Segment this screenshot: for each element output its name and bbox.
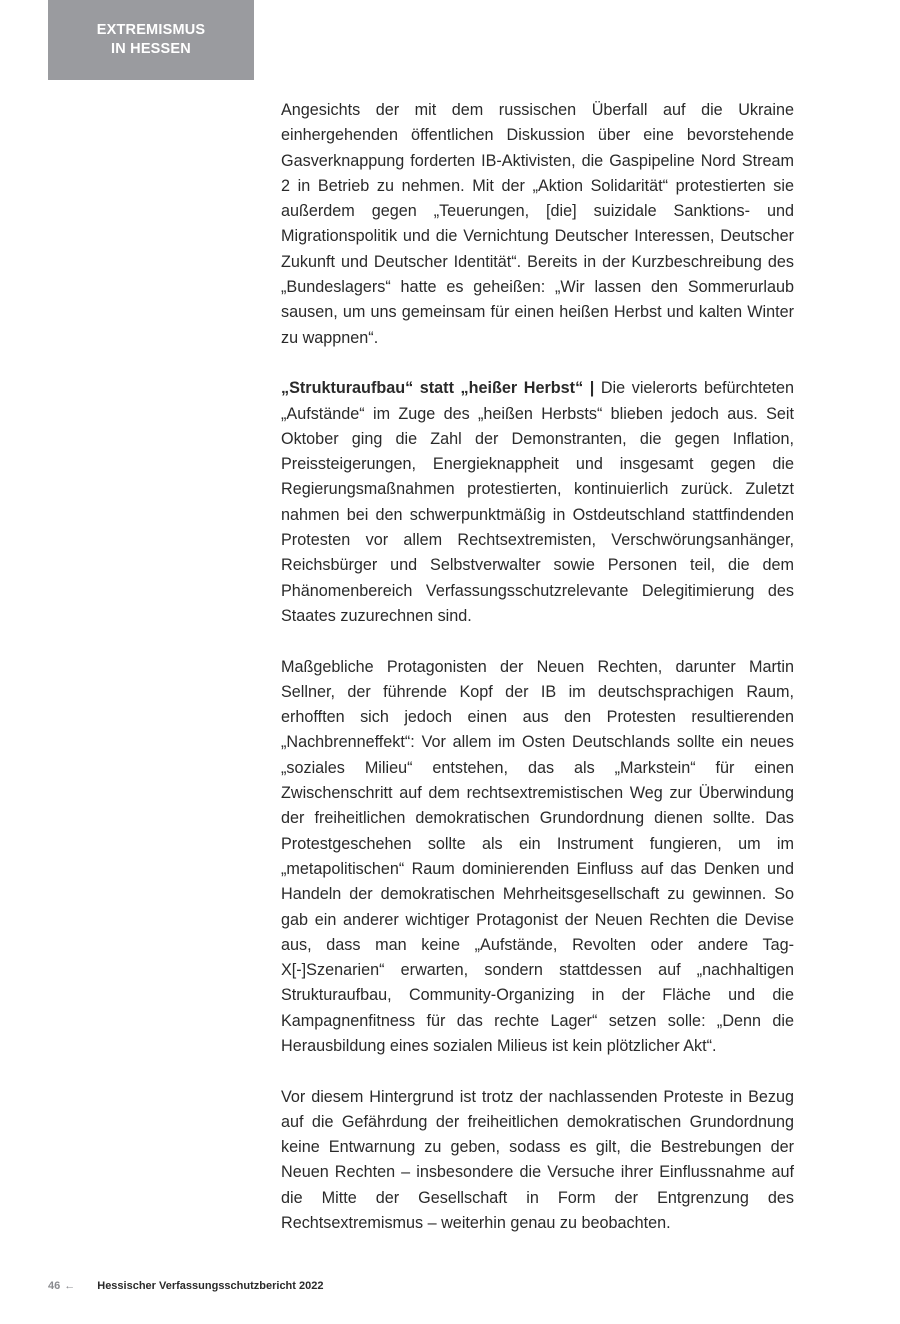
section-tab-line2: IN HESSEN: [111, 41, 191, 57]
paragraph-lead-heading: „Strukturaufbau“ statt „heißer Herbst“ |: [281, 379, 595, 398]
publication-title: Hessischer Verfassungsschutzbericht 2022: [97, 1280, 324, 1292]
paragraph: [281, 1085, 794, 1237]
paragraph-text: Vor diesem Hintergrund ist trotz der nachlassenden Proteste in Bezug auf die Gefährdung der freiheitlichen demokratischen Grundordnung keine Entwarnung zu geben, sodass es gilt, die Bestrebungen der Neuen Rechten – insbesondere die Versuche ihrer Einflussnahme auf die Mitte der Gesellschaft in Form der Entgrenzung des Rechtsextremismus – weiterhin genau zu beobachten.: [281, 1087, 794, 1233]
paragraph-text: Maßgebliche Protagonisten der Neuen Rechten, darunter Martin Sellner, der führende Kopf der IB im deutschsprachigen Raum, erhofften sich jedoch einen aus den Protesten resultierenden „Nachbrenneffekt“: Vor allem im Osten Deutschlands sollte ein neues „soziales Milieu“ entstehen, das als „Markstein“ für einen Zwischenschritt auf dem rechtsextremistischen Weg zur Überwindung der freiheitlichen demokratischen Grundordnung dienen sollte. Das Protestgeschehen sollte als ein Instrument fungieren, um im „metapolitischen“ Raum dominierenden Einfluss auf das Denken und Handeln der demokratischen Mehrheitsgesellschaft zu gewinnen. So gab ein anderer wichtiger Protagonist der Neuen Rechten die Devise aus, dass man keine „Aufstände, Revolten oder andere Tag-X[-]Szenarien“ erwarten, sondern stattdessen auf „nachhaltigen Strukturaufbau, Community-Organizing in der Fläche und die Kampagnenfitness für das rechte Lager“ setzen solle: „Denn die Herausbildung eines sozialen Milieus ist kein plötzlicher Akt“.: [281, 657, 794, 1055]
paragraph-text: Angesichts der mit dem russischen Überfall auf die Ukraine einhergehenden öffentlichen Diskussion über eine bevorstehende Gasverknappung forderten IB-Aktivisten, die Gaspipeline Nord Stream 2 in Betrieb zu nehmen. Mit der „Aktion Solidarität“ protestierten sie außerdem gegen „Teuerungen, [die] suizidale Sanktions- und Migrationspolitik und die Vernichtung Deutscher Interessen, Deutscher Zukunft und Deutscher Identität“. Bereits in der Kurzbeschreibung des „Bundeslagers“ hatte es geheißen: „Wir lassen den Sommerurlaub sausen, um uns gemeinsam für einen heißen Herbst und kalten Winter zu wappnen“.: [281, 101, 794, 347]
paragraph-text: Die vielerorts befürchteten „Aufstände“ im Zuge des „heißen Herbsts“ blieben jedoch aus. Seit Oktober ging die Zahl der Demonstranten, die gegen Inflation, Preissteigerungen, Energieknappheit und insgesamt gegen die Regierungsmaßnahmen protestierten, kontinuierlich zurück. Zuletzt nahmen bei den schwerpunktmäßig in Ostdeutschland stattfindenden Protesten vor allem Rechtsextremisten, Verschwörungsanhänger, Reichsbürger und Selbstverwalter sowie Personen teil, die dem Phänomenbereich Verfassungsschutzrelevante Delegitimierung des Staates zuzurechnen sind.: [281, 379, 794, 625]
page-footer: [48, 1278, 323, 1294]
paragraph: [281, 376, 794, 629]
page-number: 46: [48, 1280, 61, 1292]
section-tab: [48, 0, 254, 80]
paragraph: [281, 98, 794, 351]
section-tab-line1: EXTREMISMUS: [96, 22, 206, 38]
body-text: [281, 98, 794, 1236]
paragraph: [281, 655, 794, 1060]
arrow-left-icon: ←: [64, 1280, 76, 1292]
